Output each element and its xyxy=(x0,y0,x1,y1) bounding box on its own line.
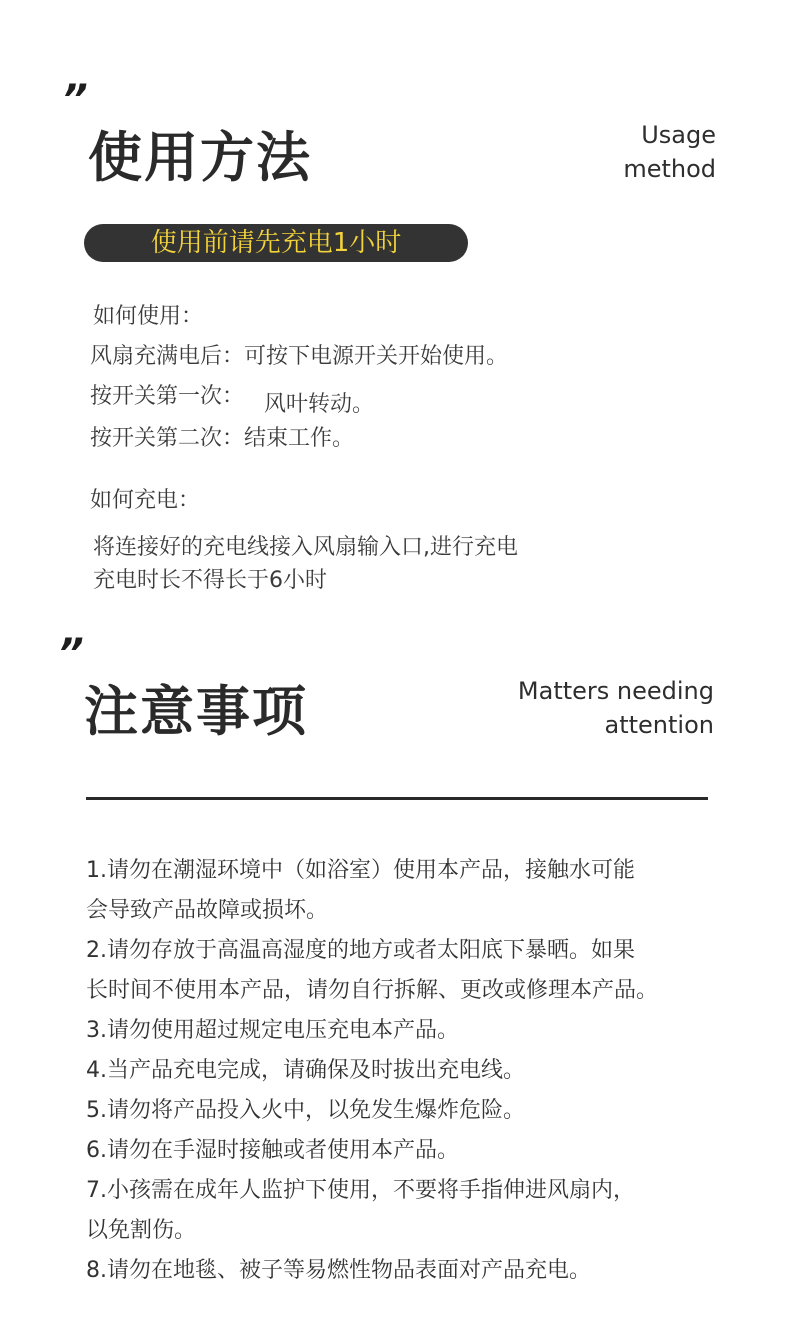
list-item: 会导致产品故障或损坏。 xyxy=(86,898,329,923)
quote-mark-icon-2: ” xyxy=(58,631,82,677)
section-title-attention-en xyxy=(414,674,714,742)
list-item: 8.请勿在地毯、被子等易燃性物品表面对产品充电。 xyxy=(86,1258,591,1283)
charge-line-2: 充电时长不得长于6小时 xyxy=(93,568,327,593)
list-item: 以免割伤。 xyxy=(86,1218,197,1243)
list-item: 6.请勿在手湿时接触或者使用本产品。 xyxy=(86,1138,459,1163)
list-item: 4.当产品充电完成，请确保及时拔出充电线。 xyxy=(86,1058,525,1083)
usage-line-2: 按开关第一次： xyxy=(90,384,245,409)
list-item: 5.请勿将产品投入火中，以免发生爆炸危险。 xyxy=(86,1098,525,1123)
list-item: 长时间不使用本产品，请勿自行拆解、更改或修理本产品。 xyxy=(86,978,659,1003)
usage-line-1: 风扇充满电后：可按下电源开关开始使用。 xyxy=(90,344,509,369)
list-item: 7.小孩需在成年人监护下使用，不要将手指伸进风扇内， xyxy=(86,1178,635,1203)
section-title-usage-en-line1: Usage xyxy=(641,121,716,149)
attention-list xyxy=(86,856,658,1296)
how-to-charge-label: 如何充电： xyxy=(90,488,201,513)
section-title-attention-en-line2: attention xyxy=(604,711,714,739)
list-item: 3.请勿使用超过规定电压充电本产品。 xyxy=(86,1018,459,1043)
section-title-usage: 使用方法 xyxy=(88,126,312,189)
quote-mark-icon: ” xyxy=(62,77,86,123)
usage-line-2-result: 风叶转动。 xyxy=(264,392,375,417)
usage-line-3: 按开关第二次：结束工作。 xyxy=(90,426,355,451)
section-title-attention: 注意事项 xyxy=(84,680,308,743)
section-title-usage-en xyxy=(456,118,716,186)
section-title-attention-en-line1: Matters needing xyxy=(517,677,714,705)
charge-first-badge: 使用前请先充电1小时 xyxy=(84,224,468,262)
list-item: 1.请勿在潮湿环境中（如浴室）使用本产品，接触水可能 xyxy=(86,858,635,883)
section-divider xyxy=(86,797,708,800)
how-to-use-label: 如何使用： xyxy=(93,304,204,329)
section-title-usage-en-line2: method xyxy=(623,155,716,183)
list-item: 2.请勿存放于高温高湿度的地方或者太阳底下暴晒。如果 xyxy=(86,938,635,963)
charge-line-1: 将连接好的充电线接入风扇输入口,进行充电 xyxy=(93,535,518,560)
